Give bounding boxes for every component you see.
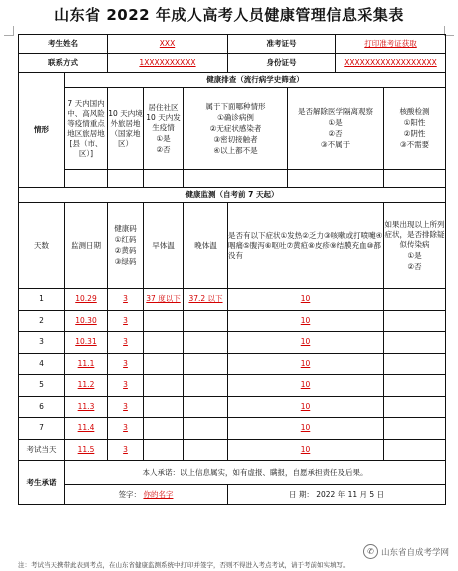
date-cell[interactable]: 11.1 — [65, 353, 108, 375]
date-label: 日 期： — [288, 489, 314, 499]
covid-exclusion-cell[interactable] — [384, 418, 446, 440]
header-health-code: 健康码 ①红码 ②黄码 ③绿码 — [108, 203, 144, 289]
header-morning-temp: 早体温 — [144, 203, 184, 289]
screening-col-domestic: 7 天内国内中、高风险等疫情重点地区旅居地[县（市、区）] — [65, 88, 108, 170]
contact-label: 联系方式 — [19, 54, 108, 73]
evening-temp-cell[interactable] — [184, 353, 228, 375]
sign-label: 签字： — [118, 489, 142, 499]
situation-row-label: 情形 — [19, 73, 65, 188]
monitor-row — [19, 396, 446, 418]
date-cell[interactable]: 11.5 — [65, 439, 108, 461]
evening-temp-cell[interactable] — [184, 439, 228, 461]
monitor-row — [19, 332, 446, 354]
morning-temp-cell[interactable] — [144, 418, 184, 440]
promise-label: 考生承诺 — [19, 461, 65, 505]
morning-temp-cell[interactable]: 37 度以下 — [144, 289, 184, 311]
monitoring-title-row — [19, 188, 446, 203]
screening-header-row — [19, 88, 446, 170]
name-label: 考生姓名 — [19, 35, 108, 54]
covid-exclusion-cell[interactable] — [384, 375, 446, 397]
morning-temp-cell[interactable] — [144, 332, 184, 354]
ticket-value[interactable]: 打印准考证获取 — [336, 35, 446, 54]
wechat-icon: ✆ — [363, 544, 378, 559]
info-row-2 — [19, 54, 446, 73]
evening-temp-cell[interactable] — [184, 375, 228, 397]
day-cell: 1 — [19, 289, 65, 311]
date-cell[interactable]: 10.29 — [65, 289, 108, 311]
day-cell: 6 — [19, 396, 65, 418]
form-title: 山东省 2022 年成人高考人员健康管理信息采集表 — [54, 6, 404, 24]
health-code-cell[interactable]: 3 — [108, 353, 144, 375]
screening-col-community: 居住社区 10 天内发生疫情 ①是 ②否 — [144, 88, 184, 170]
day-cell: 7 — [19, 418, 65, 440]
health-code-cell[interactable]: 3 — [108, 310, 144, 332]
symptom-cell[interactable]: 10 — [228, 396, 384, 418]
answer-quarantine[interactable] — [288, 170, 384, 188]
screening-section-title: 健康排查（流行病学史筛查） — [65, 73, 446, 88]
date-value[interactable]: 2022 年 11 月 5 日 — [316, 489, 385, 499]
morning-temp-cell[interactable] — [144, 310, 184, 332]
symptom-cell[interactable]: 10 — [228, 353, 384, 375]
id-value[interactable]: XXXXXXXXXXXXXXXXXX — [336, 54, 446, 73]
footnote: 注：考试当天携带此表到考点，在山东省健康监测系统中打印并签字，否则不得进入考点考试，请于考前如实填写。 — [18, 561, 350, 569]
symptom-cell[interactable]: 10 — [228, 439, 384, 461]
ticket-label: 准考证号 — [228, 35, 336, 54]
symptom-cell[interactable]: 10 — [228, 375, 384, 397]
screening-title-row — [19, 73, 446, 88]
health-code-cell[interactable]: 3 — [108, 396, 144, 418]
date-cell — [228, 485, 446, 505]
evening-temp-cell[interactable] — [184, 418, 228, 440]
header-day: 天数 — [19, 203, 65, 289]
monitor-row — [19, 353, 446, 375]
day-cell: 考试当天 — [19, 439, 65, 461]
monitoring-header-row — [19, 203, 446, 289]
screening-col-case-type: 属于下面哪种情形 ①确诊病例 ②无症状感染者 ③密切接触者 ④以上都不是 — [184, 88, 288, 170]
evening-temp-cell[interactable]: 37.2 以下 — [184, 289, 228, 311]
date-cell[interactable]: 11.4 — [65, 418, 108, 440]
symptom-cell[interactable]: 10 — [228, 310, 384, 332]
covid-exclusion-cell[interactable] — [384, 289, 446, 311]
id-label: 身份证号 — [228, 54, 336, 73]
screening-col-nucleic-test: 核酸检测 ①阳性 ②阴性 ③不需要 — [384, 88, 446, 170]
health-code-cell[interactable]: 3 — [108, 439, 144, 461]
evening-temp-cell[interactable] — [184, 332, 228, 354]
corner-mark-left — [4, 26, 14, 36]
covid-exclusion-cell[interactable] — [384, 353, 446, 375]
header-date: 监测日期 — [65, 203, 108, 289]
date-cell[interactable]: 10.31 — [65, 332, 108, 354]
header-evening-temp: 晚体温 — [184, 203, 228, 289]
morning-temp-cell[interactable] — [144, 439, 184, 461]
answer-nucleic-test[interactable] — [384, 170, 446, 188]
info-row-1 — [19, 35, 446, 54]
sign-cell — [65, 485, 228, 505]
watermark — [360, 543, 452, 560]
header-symptoms: 是否有以下症状①发热②乏力③咳嗽或打喷嚏④咽痛⑤腹泻⑥呕吐⑦黄疸⑧皮疹⑨结膜充血⑩都没有 — [228, 203, 384, 289]
covid-exclusion-cell[interactable] — [384, 439, 446, 461]
morning-temp-cell[interactable] — [144, 396, 184, 418]
monitoring-section-title: 健康监测（自考前 7 天起） — [19, 188, 446, 203]
promise-text: 本人承诺：以上信息属实，如有虚报、瞒报，自愿承担责任及后果。 — [65, 461, 446, 485]
name-value[interactable]: XXX — [108, 35, 228, 54]
monitor-row — [19, 289, 446, 311]
health-info-table — [18, 34, 446, 505]
day-cell: 4 — [19, 353, 65, 375]
covid-exclusion-cell[interactable] — [384, 310, 446, 332]
contact-value[interactable]: 1XXXXXXXXXX — [108, 54, 228, 73]
covid-exclusion-cell[interactable] — [384, 332, 446, 354]
answer-domestic[interactable] — [65, 170, 108, 188]
symptom-cell[interactable]: 10 — [228, 332, 384, 354]
answer-community[interactable] — [144, 170, 184, 188]
promise-row — [19, 461, 446, 485]
morning-temp-cell[interactable] — [144, 353, 184, 375]
health-code-cell[interactable]: 3 — [108, 418, 144, 440]
sign-row — [19, 485, 446, 505]
monitor-row — [19, 439, 446, 461]
sign-value[interactable]: 你的名字 — [143, 489, 174, 499]
screening-col-abroad: 10 天内境外旅居地（国家地区） — [108, 88, 144, 170]
evening-temp-cell[interactable] — [184, 396, 228, 418]
date-cell[interactable]: 11.3 — [65, 396, 108, 418]
health-code-cell[interactable]: 3 — [108, 332, 144, 354]
symptom-cell[interactable]: 10 — [228, 289, 384, 311]
screening-col-quarantine: 是否解除医学隔离观察 ①是 ②否 ③不属于 — [288, 88, 384, 170]
day-cell: 3 — [19, 332, 65, 354]
day-cell: 5 — [19, 375, 65, 397]
monitor-row — [19, 418, 446, 440]
screening-answer-row — [19, 170, 446, 188]
covid-exclusion-cell[interactable] — [384, 396, 446, 418]
health-code-cell[interactable]: 3 — [108, 289, 144, 311]
date-cell[interactable]: 10.30 — [65, 310, 108, 332]
answer-abroad[interactable] — [108, 170, 144, 188]
answer-case-type[interactable] — [184, 170, 288, 188]
monitor-row — [19, 310, 446, 332]
watermark-text: 山东省自成考学网 — [380, 547, 449, 558]
symptom-cell[interactable]: 10 — [228, 418, 384, 440]
health-code-cell[interactable]: 3 — [108, 375, 144, 397]
header-covid-exclusion: 如果出现以上所列症状，是否排除疑似传染病 ①是 ②否 — [384, 203, 446, 289]
monitor-row — [19, 375, 446, 397]
day-cell: 2 — [19, 310, 65, 332]
morning-temp-cell[interactable] — [144, 375, 184, 397]
evening-temp-cell[interactable] — [184, 310, 228, 332]
date-cell[interactable]: 11.2 — [65, 375, 108, 397]
